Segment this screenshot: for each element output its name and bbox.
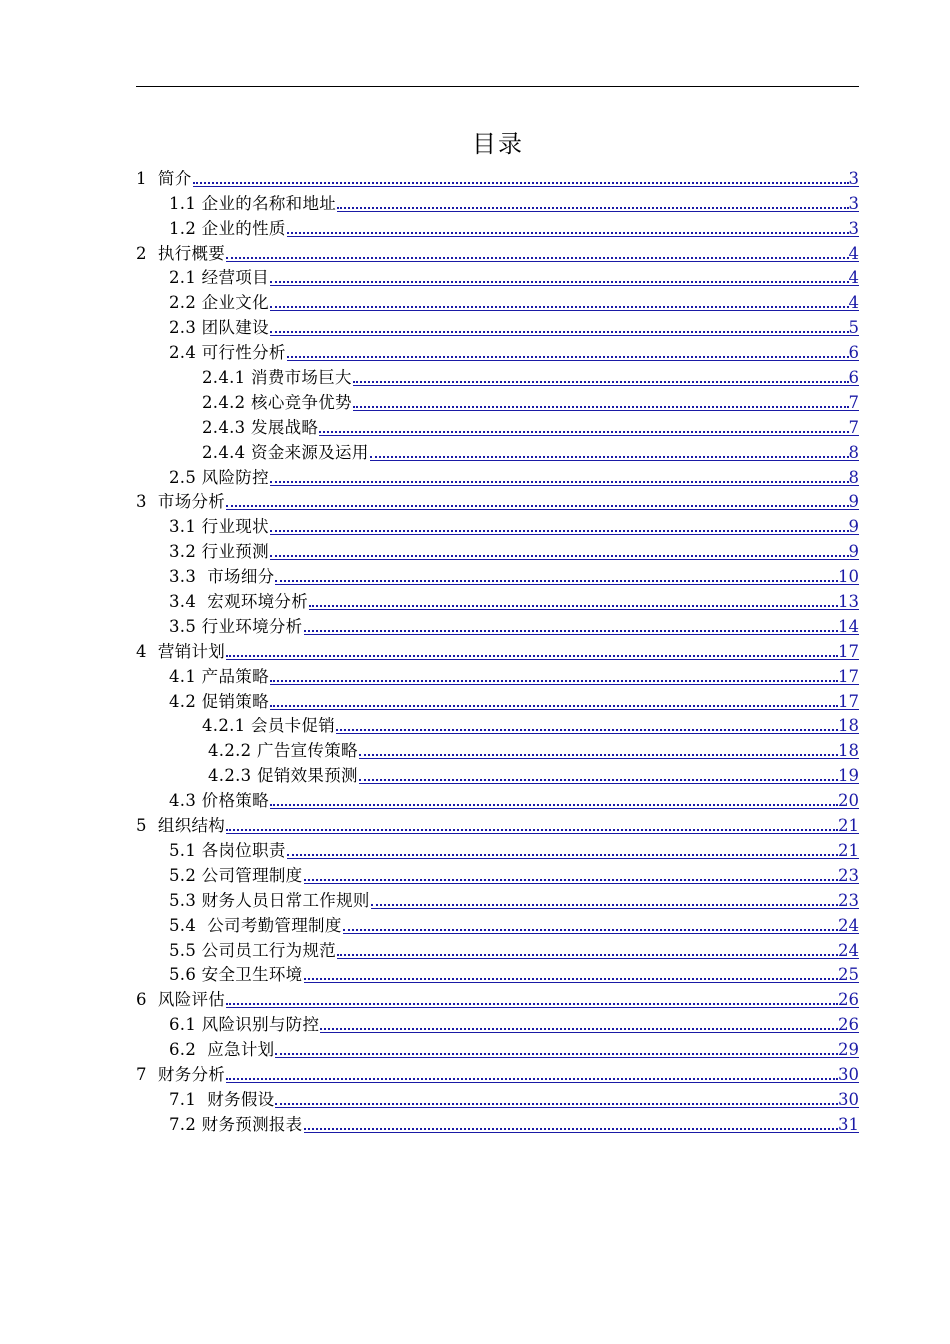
toc-dot-leader (304, 978, 839, 980)
toc-page-link[interactable]: 8 (848, 442, 859, 462)
toc-page-link[interactable]: 6 (848, 368, 859, 388)
toc-dot-leader (226, 1003, 838, 1005)
toc-page-link[interactable]: 26 (838, 1015, 859, 1035)
toc-dot-leader (226, 829, 838, 831)
toc-entry-label: 6.1 风险识别与防控 (169, 1015, 320, 1035)
toc-entry-label: 2.4.1 消费市场巨大 (202, 368, 352, 388)
toc-entry[interactable] (136, 313, 859, 338)
toc-page-link[interactable]: 20 (838, 791, 859, 811)
toc-entry[interactable] (136, 413, 859, 438)
toc-entry[interactable] (136, 761, 859, 786)
toc-dot-leader (270, 804, 838, 806)
toc-entry[interactable] (136, 662, 859, 687)
toc-entry[interactable] (136, 1010, 859, 1035)
toc-entry-label: 5.6 安全卫生环境 (169, 965, 303, 985)
toc-page-link[interactable]: 25 (838, 965, 859, 985)
toc-entry-label: 2.4 可行性分析 (169, 343, 286, 363)
toc-entry[interactable] (136, 736, 859, 761)
toc-entry[interactable] (136, 488, 859, 513)
toc-page-link[interactable]: 7 (848, 417, 859, 437)
toc-page-link[interactable]: 6 (848, 343, 859, 363)
toc-entry[interactable] (136, 388, 859, 413)
toc-entry-label: 4.1 产品策略 (169, 666, 269, 686)
toc-entry-label: 4.2.1 会员卡促销 (202, 716, 336, 736)
toc-entry[interactable] (136, 239, 859, 264)
toc-page-link[interactable]: 10 (838, 567, 859, 587)
toc-page-link[interactable]: 21 (838, 840, 859, 860)
toc-page-link[interactable]: 18 (838, 741, 859, 761)
toc-page-link[interactable]: 23 (838, 890, 859, 910)
toc-dot-leader (275, 580, 838, 582)
toc-page-link[interactable]: 29 (838, 1040, 859, 1060)
toc-entry[interactable] (136, 961, 859, 986)
toc-entry-label: 5 组织结构 (136, 816, 226, 836)
toc-dot-leader (270, 281, 849, 283)
toc-page-link[interactable]: 19 (838, 766, 859, 786)
toc-title: 目录 (472, 130, 524, 158)
toc-entry-label: 2.5 风险防控 (169, 467, 269, 487)
toc-dot-leader (270, 481, 849, 483)
toc-entry-label: 4 营销计划 (136, 641, 226, 661)
toc-page-link[interactable]: 30 (838, 1064, 859, 1084)
toc-page-link[interactable]: 9 (848, 517, 859, 537)
toc-dot-leader (337, 954, 838, 956)
toc-dot-leader (270, 331, 849, 333)
toc-entry-label: 1.1 企业的名称和地址 (169, 193, 337, 213)
toc-entry-label: 3.1 行业现状 (169, 517, 269, 537)
toc-entry[interactable] (136, 1060, 859, 1085)
toc-entry-label: 7.2 财务预测报表 (169, 1114, 303, 1134)
table-of-contents (136, 164, 859, 1135)
toc-dot-leader (270, 705, 838, 707)
toc-page-link[interactable]: 7 (848, 392, 859, 412)
toc-page-link[interactable]: 9 (848, 542, 859, 562)
toc-page-link[interactable]: 30 (838, 1089, 859, 1109)
toc-entry[interactable] (136, 438, 859, 463)
toc-entry-label: 2.4.4 资金来源及运用 (202, 442, 369, 462)
toc-entry-label: 7.1 财务假设 (169, 1089, 275, 1109)
toc-entry[interactable] (136, 164, 859, 189)
toc-dot-leader (343, 929, 838, 931)
toc-dot-leader (270, 530, 849, 532)
toc-dot-leader (287, 356, 849, 358)
toc-dot-leader (353, 381, 849, 383)
toc-page-link[interactable]: 17 (838, 691, 859, 711)
toc-page-link[interactable]: 4 (848, 293, 859, 313)
toc-entry-label: 3.5 行业环境分析 (169, 616, 303, 636)
toc-dot-leader (270, 306, 849, 308)
toc-page-link[interactable]: 3 (848, 168, 859, 188)
toc-entry-label: 6 风险评估 (136, 990, 226, 1010)
toc-dot-leader (275, 1103, 838, 1105)
toc-entry-label: 4.2.3 促销效果预测 (208, 766, 358, 786)
toc-entry-label: 2.4.2 核心竞争优势 (202, 392, 352, 412)
toc-entry-label: 2 执行概要 (136, 243, 226, 263)
toc-page-link[interactable]: 23 (838, 865, 859, 885)
toc-dot-leader (304, 630, 839, 632)
toc-page-link[interactable]: 14 (838, 616, 859, 636)
toc-entry[interactable] (136, 911, 859, 936)
toc-page-link[interactable]: 18 (838, 716, 859, 736)
toc-dot-leader (226, 505, 848, 507)
toc-dot-leader (370, 456, 849, 458)
toc-dot-leader (226, 1078, 838, 1080)
toc-dot-leader (319, 431, 848, 433)
toc-dot-leader (270, 680, 838, 682)
header-rule (136, 86, 859, 87)
toc-entry[interactable] (136, 936, 859, 961)
toc-page-link[interactable]: 24 (838, 940, 859, 960)
toc-dot-leader (226, 655, 838, 657)
toc-entry-label: 4.2 促销策略 (169, 691, 269, 711)
toc-dot-leader (309, 605, 838, 607)
toc-entry[interactable] (136, 1035, 859, 1060)
toc-page-link[interactable]: 13 (838, 592, 859, 612)
toc-entry-label: 4.3 价格策略 (169, 791, 269, 811)
toc-entry[interactable] (136, 687, 859, 712)
toc-entry[interactable] (136, 537, 859, 562)
toc-entry-label: 5.3 财务人员日常工作规则 (169, 890, 370, 910)
toc-page-link[interactable]: 4 (848, 243, 859, 263)
toc-entry-label: 2.4.3 发展战略 (202, 417, 319, 437)
toc-entry-label: 2.2 企业文化 (169, 293, 269, 313)
toc-entry[interactable] (136, 612, 859, 637)
toc-entry[interactable] (136, 712, 859, 737)
toc-entry[interactable] (136, 836, 859, 861)
toc-entry[interactable] (136, 463, 859, 488)
toc-dot-leader (359, 754, 838, 756)
toc-entry[interactable] (136, 264, 859, 289)
toc-entry[interactable] (136, 363, 859, 388)
toc-page-link[interactable]: 5 (848, 318, 859, 338)
toc-entry[interactable] (136, 587, 859, 612)
toc-dot-leader (337, 207, 848, 209)
toc-page-link[interactable]: 17 (838, 666, 859, 686)
toc-entry-label: 5.2 公司管理制度 (169, 865, 303, 885)
toc-dot-leader (359, 779, 838, 781)
toc-entry-label: 6.2 应急计划 (169, 1040, 275, 1060)
toc-entry-label: 5.5 公司员工行为规范 (169, 940, 337, 960)
toc-entry[interactable] (136, 214, 859, 239)
toc-entry[interactable] (136, 786, 859, 811)
toc-entry-label: 4.2.2 广告宣传策略 (208, 741, 358, 761)
toc-dot-leader (275, 1053, 838, 1055)
toc-dot-leader (287, 854, 838, 856)
toc-dot-leader (270, 555, 849, 557)
toc-entry[interactable] (136, 338, 859, 363)
toc-page-link[interactable]: 21 (838, 816, 859, 836)
toc-entry-label: 1 简介 (136, 168, 192, 188)
toc-page-link[interactable]: 26 (838, 990, 859, 1010)
toc-page-link[interactable]: 3 (848, 218, 859, 238)
toc-page-link[interactable]: 31 (838, 1114, 859, 1134)
toc-entry-label: 3.3 市场细分 (169, 567, 275, 587)
toc-entry-label: 1.2 企业的性质 (169, 218, 286, 238)
toc-dot-leader (353, 406, 849, 408)
toc-dot-leader (304, 1128, 839, 1130)
toc-entry[interactable] (136, 811, 859, 836)
toc-entry[interactable] (136, 1110, 859, 1135)
toc-entry-label: 5.4 公司考勤管理制度 (169, 915, 342, 935)
toc-page-link[interactable]: 3 (848, 193, 859, 213)
toc-entry-label: 7 财务分析 (136, 1064, 226, 1084)
toc-dot-leader (371, 904, 838, 906)
toc-dot-leader (287, 232, 849, 234)
toc-entry[interactable] (136, 512, 859, 537)
toc-dot-leader (320, 1028, 838, 1030)
toc-entry[interactable] (136, 288, 859, 313)
toc-entry[interactable] (136, 562, 859, 587)
toc-entry[interactable] (136, 985, 859, 1010)
toc-page-link[interactable]: 4 (848, 268, 859, 288)
toc-page-link[interactable]: 17 (838, 641, 859, 661)
toc-entry[interactable] (136, 189, 859, 214)
toc-entry[interactable] (136, 886, 859, 911)
toc-entry-label: 3.4 宏观环境分析 (169, 592, 309, 612)
toc-entry[interactable] (136, 861, 859, 886)
toc-dot-leader (304, 879, 839, 881)
toc-page-link[interactable]: 8 (848, 467, 859, 487)
toc-page-link[interactable]: 24 (838, 915, 859, 935)
toc-entry-label: 5.1 各岗位职责 (169, 840, 286, 860)
toc-entry-label: 3.2 行业预测 (169, 542, 269, 562)
toc-dot-leader (226, 257, 848, 259)
toc-entry-label: 3 市场分析 (136, 492, 226, 512)
toc-dot-leader (193, 182, 849, 184)
toc-entry-label: 2.1 经营项目 (169, 268, 269, 288)
toc-entry[interactable] (136, 1085, 859, 1110)
toc-page-link[interactable]: 9 (848, 492, 859, 512)
toc-dot-leader (336, 729, 838, 731)
toc-entry[interactable] (136, 637, 859, 662)
toc-entry-label: 2.3 团队建设 (169, 318, 269, 338)
